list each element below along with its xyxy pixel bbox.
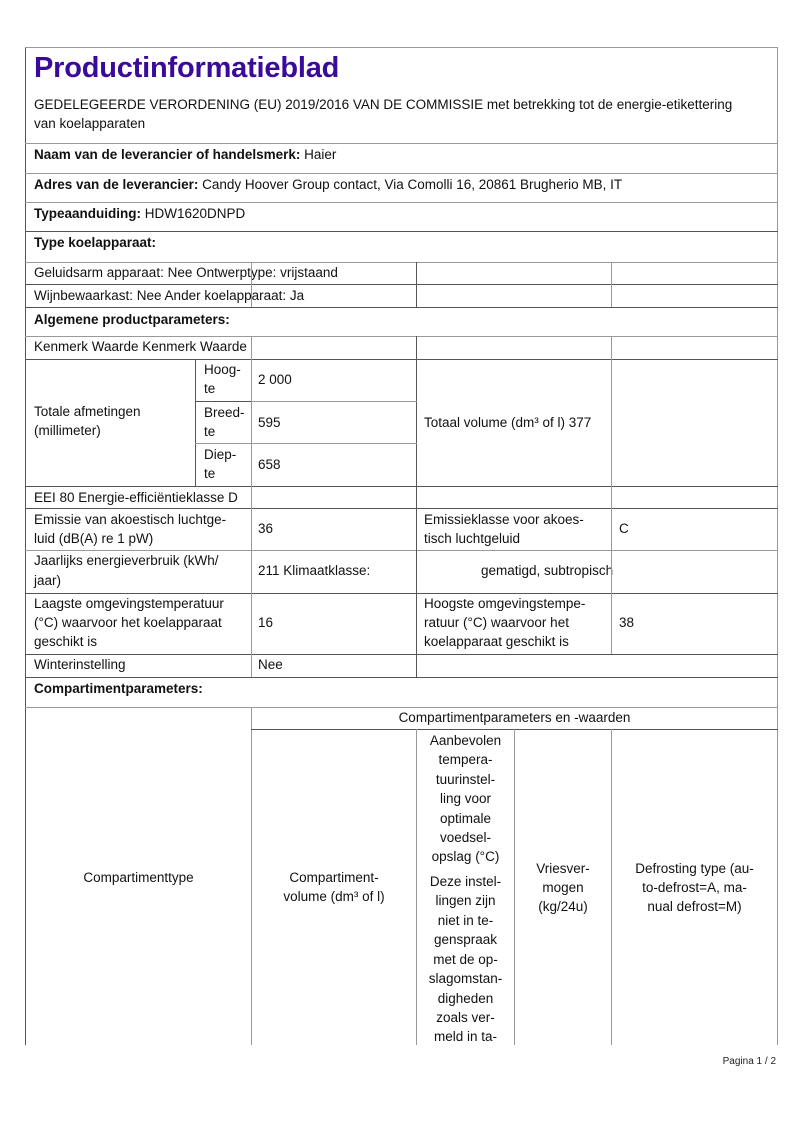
width-label: Breed- [204,405,245,420]
dimensions-label-unit: (millimeter) [34,423,101,438]
compartment-volume-header-2: volume (dm³ of l) [283,889,385,904]
supplier-name-row [34,145,336,164]
compartment-type-header: Compartimenttype [83,870,194,885]
divider [25,231,778,232]
appliance-type-heading [34,233,156,252]
divider [25,307,778,308]
noise-label-2: luid (dB(A) re 1 pW) [34,531,154,546]
supplier-address-row [34,175,622,194]
energy-label: Jaarlijks energieverbruik (kWh/ [34,553,219,568]
divider [25,654,778,655]
max-temp-label-2: ratuur (°C) waarvoor het [424,615,569,630]
recommended-temp-line: optimale [439,811,492,826]
page-bottom-margin [0,1046,802,1134]
divider [195,443,417,444]
recommended-temp-line: Aanbevolen [429,733,502,748]
divider [25,284,778,285]
freezing-capacity-header-3: (kg/24u) [538,899,588,914]
settings-note-line: met de op- [433,952,498,967]
noise-class-label: Emissieklasse voor akoes- [424,512,584,527]
min-temp-label: Laagste omgevingstemperatuur [34,596,224,611]
supplier-name-value: Haier [304,147,337,162]
frame-left-border [25,47,26,1045]
appliance-type-row-2: Wijnbewaarkast: Nee Ander koelapparaat: Ja [34,288,305,303]
max-temp-value: 38 [619,615,635,630]
noise-class-label-2: tisch luchtgeluid [424,531,521,546]
settings-note-line: zoals ver- [436,1010,495,1025]
recommended-temp-line: tuurinstel- [435,772,496,787]
min-temp-label-3: geschikt is [34,634,98,649]
column-line [251,486,252,677]
compartment-group-header: Compartimentparameters en -waarden [398,710,631,725]
max-temp-label: Hoogste omgevingstempe- [424,596,586,611]
general-parameters-heading [34,310,230,329]
defrosting-type-header-2: to-defrost=A, ma- [642,880,747,895]
regulation-text: GEDELEGEERDE VERORDENING (EU) 2019/2016 VAN DE COMMISSIE met betrekking tot de energie-etikettering [34,97,733,112]
supplier-address-value: Candy Hoover Group contact, Via Comolli 16, 20861 Brugherio MB, IT [202,177,623,192]
settings-note-line: meld in ta- [433,1029,498,1044]
divider [25,202,778,203]
depth-label: Diep- [204,447,237,462]
column-line [611,593,612,654]
height-value: 2 000 [258,372,292,387]
column-line [416,262,417,307]
frame-right-border [777,47,778,1045]
settings-note-line: lingen zijn [435,893,496,908]
model-value: HDW1620DNPD [144,206,246,221]
winter-setting-label: Winterinstelling [34,657,126,672]
divider [25,173,778,174]
column-line [611,486,612,593]
column-line [611,262,612,307]
divider [25,359,778,360]
min-temp-label-2: (°C) waarvoor het koelapparaat [34,615,222,630]
regulation-text-line2: van koelapparaten [34,116,146,131]
eei-row: EEI 80 Energie-efficiëntieklasse D [34,490,238,505]
general-parameters-heading-text: Algemene productparameters: [34,312,230,327]
column-line [251,336,252,486]
compartment-volume-header: Compartiment- [289,870,379,885]
model-row [34,204,245,223]
column-line [416,336,417,486]
column-line [416,486,417,677]
min-temp-value: 16 [258,615,274,630]
defrosting-type-header-3: nual defrost=M) [647,899,742,914]
settings-note-line: genspraak [433,932,498,947]
column-line [251,262,252,307]
climate-class-value: gematigd, subtropisch [481,563,614,578]
noise-value: 36 [258,521,274,536]
divider [251,401,417,402]
column-line [195,359,196,486]
compartment-parameters-heading [34,679,203,698]
energy-value: 211 Klimaatklasse: [258,563,371,578]
dimensions-label: Totale afmetingen [34,404,141,419]
freezing-capacity-header-2: mogen [542,880,584,895]
supplier-name-label: Naam van de leverancier of handelsmerk: [34,147,301,162]
noise-label: Emissie van akoestisch luchtge- [34,512,227,527]
page-title: Productinformatieblad [34,52,340,84]
divider [25,508,778,509]
column-line [611,336,612,486]
noise-class-value: C [619,521,629,536]
depth-value: 658 [258,457,281,472]
max-temp-label-3: koelapparaat geschikt is [424,634,569,649]
page-indicator: Pagina 1 / 2 [722,1056,776,1067]
recommended-temp-line: voedsel- [439,830,492,845]
depth-label-2: te [204,466,216,481]
height-label-2: te [204,381,216,396]
freezing-capacity-header: Vriesver- [536,861,590,876]
divider [25,677,778,678]
settings-note-line: slagomstan- [428,971,503,986]
recommended-temp-line: ling voor [439,791,492,806]
appliance-type-heading-text: Type koelapparaat: [34,235,157,250]
energy-label-2: jaar) [34,573,62,588]
defrosting-type-header: Defrosting type (au- [635,861,754,876]
width-label-2: te [204,424,216,439]
general-header-row: Kenmerk Waarde Kenmerk Waarde [34,339,247,354]
divider [25,143,778,144]
recommended-temp-line: opslag (°C) [431,849,500,864]
total-volume: Totaal volume (dm³ of l) 377 [424,415,592,430]
divider [25,486,778,487]
width-value: 595 [258,415,281,430]
compartment-parameters-heading-text: Compartimentparameters: [34,681,203,696]
divider [195,401,252,402]
settings-note-line: niet in te- [437,913,494,928]
height-label: Hoog- [204,362,241,377]
supplier-address-label: Adres van de leverancier: [34,177,199,192]
recommended-temp-line: tempera- [438,752,493,767]
settings-note-line: digheden [437,991,494,1006]
appliance-type-row-1: Geluidsarm apparaat: Nee Ontwerptype: vrijstaand [34,265,338,280]
winter-setting-value: Nee [258,657,283,672]
settings-note-line: Deze instel- [429,874,502,889]
model-label: Typeaanduiding: [34,206,141,221]
